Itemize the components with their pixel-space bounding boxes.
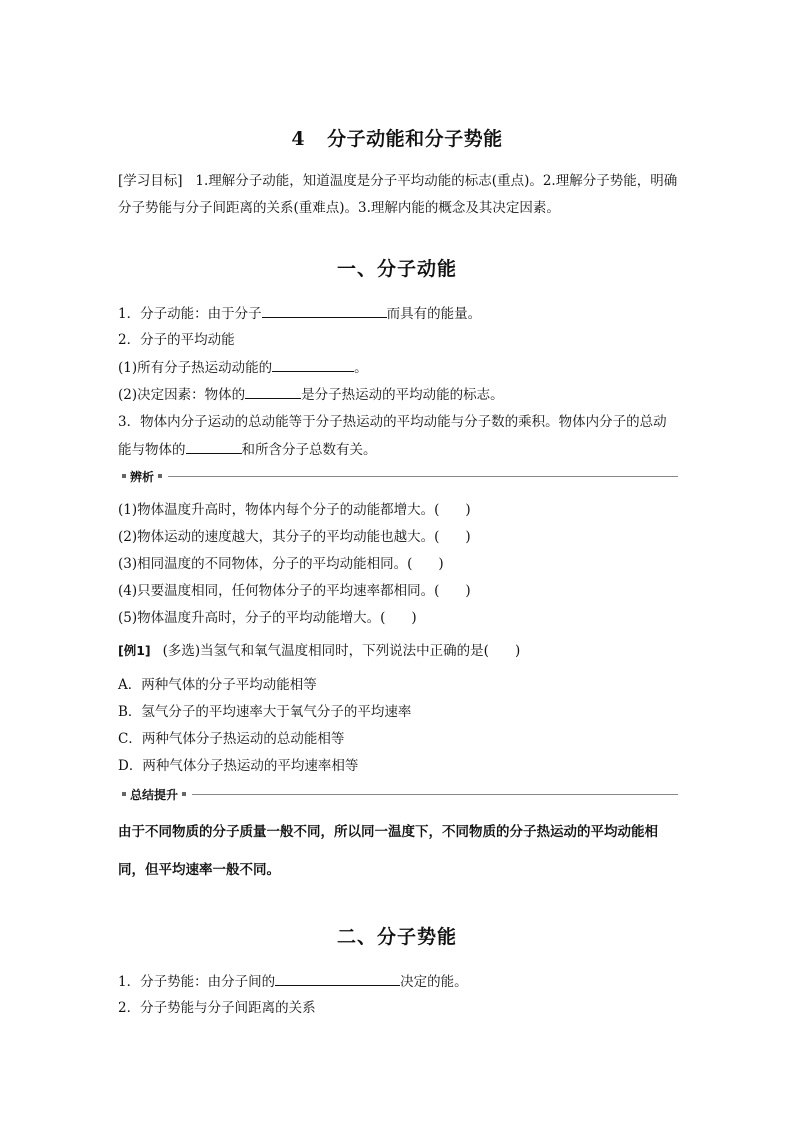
s1-item3-line2 bbox=[118, 439, 377, 460]
s2-item2: 2．分子势能与分子间距离的关系 bbox=[118, 1000, 316, 1016]
analysis-item-text: (4)只要温度相同，任何物体分子的平均速率都相同。( bbox=[118, 583, 440, 599]
summary-line1: 由于不同物质的分子质量一般不同，所以同一温度下，不同物质的分子热运动的平均动能相 bbox=[118, 824, 658, 840]
s1-item2b bbox=[118, 384, 504, 405]
analysis-item-3 bbox=[118, 554, 444, 574]
example-1 bbox=[118, 641, 520, 661]
paren-close: ) bbox=[438, 556, 444, 572]
option-a: A．两种气体的分子平均动能相等 bbox=[118, 677, 317, 693]
paren-close: ) bbox=[411, 610, 417, 626]
page-title bbox=[0, 124, 794, 151]
s1-item2: 2．分子的平均动能 bbox=[118, 332, 235, 348]
s1-item1-pre: 1．分子动能：由于分子 bbox=[118, 306, 262, 322]
fill-blank bbox=[275, 971, 400, 986]
section2-heading: 二、分子势能 bbox=[336, 926, 457, 948]
section-number: 4 bbox=[291, 128, 306, 150]
analysis-item-4 bbox=[118, 581, 471, 601]
example-stem: (多选)当氢气和氧气温度相同时，下列说法中正确的是( bbox=[162, 643, 489, 659]
s2-item1 bbox=[118, 971, 468, 992]
s2-item1-post: 决定的能。 bbox=[400, 974, 468, 990]
fill-blank bbox=[245, 384, 301, 399]
objectives-label: [学习目标] bbox=[118, 173, 183, 189]
s1-item1-post: 而具有的能量。 bbox=[386, 306, 482, 322]
section1-heading: 一、分子动能 bbox=[336, 258, 457, 280]
s1-item2a bbox=[118, 357, 368, 378]
s1-item2a-post: 。 bbox=[354, 360, 368, 376]
square-bullet-icon bbox=[158, 474, 162, 478]
option-d: D．两种气体分子热运动的平均速率相等 bbox=[118, 758, 359, 774]
option-b: B．氢气分子的平均速率大于氧气分子的平均速率 bbox=[118, 704, 412, 720]
summary-divider bbox=[118, 784, 678, 804]
summary-line2: 同，但平均速率一般不同。 bbox=[118, 862, 280, 878]
analysis-item-text: (5)物体温度升高时，分子的平均动能增大。( bbox=[118, 610, 386, 626]
s1-item2a-pre: (1)所有分子热运动动能的 bbox=[118, 360, 273, 376]
analysis-item-text: (3)相同温度的不同物体，分子的平均动能相同。( bbox=[118, 556, 413, 572]
analysis-item-2 bbox=[118, 527, 471, 547]
s1-item2b-pre: (2)决定因素：物体的 bbox=[118, 387, 246, 403]
summary-label: 总结提升 bbox=[130, 787, 179, 802]
s1-item3-line1: 3．物体内分子运动的总动能等于分子热运动的平均动能与分子数的乘积。物体内分子的总动 bbox=[118, 414, 667, 430]
analysis-label: 辨析 bbox=[130, 469, 155, 484]
fill-blank bbox=[186, 439, 242, 454]
square-bullet-icon bbox=[122, 792, 126, 796]
paren-close: ) bbox=[465, 583, 471, 599]
analysis-item-5 bbox=[118, 608, 417, 628]
square-bullet-icon bbox=[122, 474, 126, 478]
s2-item1-pre: 1．分子势能：由分子间的 bbox=[118, 974, 276, 990]
title-text: 分子动能和分子势能 bbox=[327, 128, 503, 150]
example-label: [例1] bbox=[118, 643, 151, 658]
square-bullet-icon bbox=[182, 792, 186, 796]
analysis-item-text: (1)物体温度升高时，物体内每个分子的动能都增大。( bbox=[118, 502, 440, 518]
s1-item3-post: 和所含分子总数有关。 bbox=[241, 442, 377, 458]
fill-blank bbox=[272, 357, 354, 372]
paren-close: ) bbox=[514, 643, 521, 659]
divider-rule bbox=[192, 794, 678, 795]
option-c: C．两种气体分子热运动的总动能相等 bbox=[118, 731, 345, 747]
paren-close: ) bbox=[465, 529, 471, 545]
s1-item3-pre: 能与物体的 bbox=[118, 442, 186, 458]
objectives-text: 1.理解分子动能，知道温度是分子平均动能的标志(重点)。2.理解分子势能，明确分子势能与分子间距离的关系(重难点)。3.理解内能的概念及其决定因素。 bbox=[118, 173, 678, 216]
analysis-item-text: (2)物体运动的速度越大，其分子的平均动能也越大。( bbox=[118, 529, 440, 545]
divider-rule bbox=[168, 476, 678, 477]
paren-close: ) bbox=[465, 502, 471, 518]
analysis-divider bbox=[118, 466, 678, 486]
s1-item2b-post: 是分子热运动的平均动能的标志。 bbox=[301, 387, 504, 403]
learning-objectives bbox=[118, 168, 678, 222]
fill-blank bbox=[262, 303, 387, 318]
analysis-item-1 bbox=[118, 500, 471, 520]
s1-item1 bbox=[118, 303, 481, 324]
